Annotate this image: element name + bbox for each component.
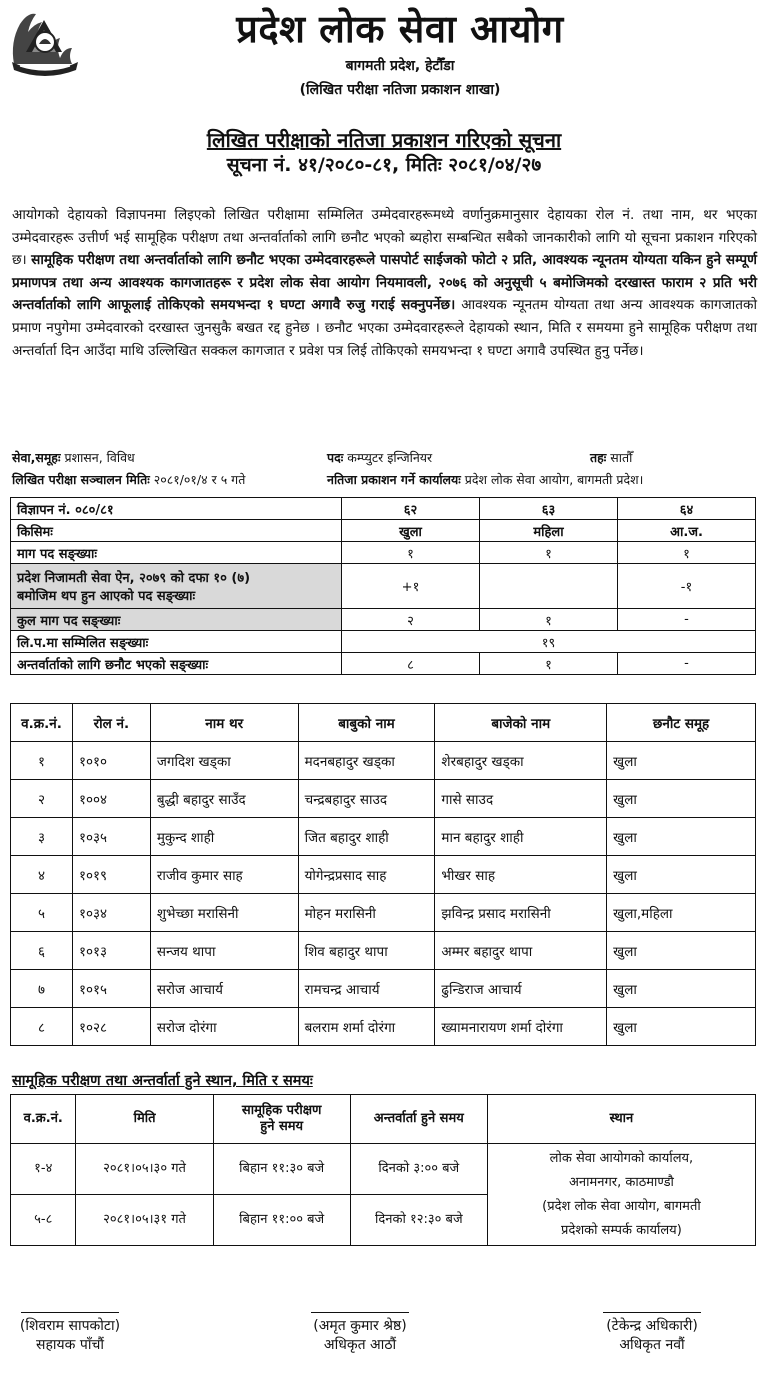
organization-title: प्रदेश लोक सेवा आयोग [236,7,564,51]
exam-date [12,471,245,488]
signature-block [280,1312,440,1355]
post [327,449,432,466]
table-cell: ६४ [618,498,756,520]
table-cell: -१ [618,564,756,609]
table-cell: १ [342,542,480,564]
name-cell: राजीव कुमार साह [150,856,298,894]
name-cell: सन्जय थापा [150,932,298,970]
service-group [12,449,135,466]
father-cell: योगेन्द्रप्रसाद साह [298,856,435,894]
table-row [11,970,756,1008]
grandfather-cell: मान बहादुर शाही [435,818,607,856]
table-row [11,742,756,780]
group-test-time-cell: बिहान ११:०० बजे [213,1195,350,1246]
table-row [11,856,756,894]
column-header: व.क्र.नं. [11,704,73,742]
group-cell: खुला [607,1008,756,1046]
father-cell: चन्द्रबहादुर साउद [298,780,435,818]
signature-line [603,1312,701,1313]
signatory-title: अधिकृत आठौं [323,1337,397,1353]
father-cell: बलराम शर्मा दोरंगा [298,1008,435,1046]
body-text-part1: आयोगको देहायको विज्ञापनमा लिइएको लिखित परीक्षामा सम्मिलित उम्मेदवारहरूमध्ये वर्णानुक्रमानुसार देहायका रोल नं. तथा नाम, थर भएका उम्मेदवारहरू उत्तीर्ण भई सामूहिक परीक्षण तथा अन्तर्वार्ताको लागि छनौट भएको ब्यहोरा सम्बन्धित सबैको जानकारीको लागि यो सूचना प्रकाशन गरिएको छ। [12,207,757,269]
table-cell: - [618,653,756,675]
grandfather-cell: शेरबहादुर खड्का [435,742,607,780]
table-row [11,520,756,542]
table-row [11,542,756,564]
notice-body [12,204,757,362]
nepal-emblem-icon [6,2,84,78]
column-header: अन्तर्वार्ता हुने समय [350,1095,487,1144]
signatory-title: सहायक पाँचौं [36,1337,104,1353]
interview-time-cell: दिनको १२:३० बजे [350,1195,487,1246]
father-cell: मोहन मरासिनी [298,894,435,932]
grandfather-cell: ढुन्डिराज आचार्य [435,970,607,1008]
roll-cell: १०१५ [72,970,150,1008]
table-row [11,1008,756,1046]
father-cell: जित बहादुर शाही [298,818,435,856]
table-row [11,780,756,818]
table-cell: १ [480,653,618,675]
serial-cell: १ [11,742,73,780]
roll-cell: १०३५ [72,818,150,856]
service-value: प्रशासन, विविध [60,450,135,465]
participants-label: लि.प.मा सम्मिलित सङ्ख्याः [11,631,342,653]
schedule-table [10,1094,756,1246]
table-row [11,609,756,631]
additional-posts-line2: बमोजिम थप हुन आएको पद सङ्ख्याः [17,589,196,604]
column-header: मिति [76,1095,213,1144]
serial-cell: ७ [11,970,73,1008]
table-header-row [11,704,756,742]
post-label: पदः [327,450,344,465]
signature-line [21,1312,119,1313]
column-header: छनौट समूह [607,704,756,742]
roll-cell: १०३४ [72,894,150,932]
total-demand-label: कुल माग पद सङ्ख्याः [11,609,342,631]
grandfather-cell: अम्मर बहादुर थापा [435,932,607,970]
grandfather-cell: भीखर साह [435,856,607,894]
signatory-name: (अमृत कुमार श्रेष्ठ) [313,1318,407,1334]
table-cell: महिला [480,520,618,542]
table-cell [480,564,618,609]
table-cell: १ [480,609,618,631]
serial-cell: ५ [11,894,73,932]
serial-cell: ५-८ [11,1195,76,1246]
column-header: नाम थर [150,704,298,742]
name-cell: शुभेच्छा मरासिनी [150,894,298,932]
table-cell: - [618,609,756,631]
interview-time-cell: दिनको ३:०० बजे [350,1144,487,1195]
venue-line: अनामनगर, काठमाण्डौ [568,1174,674,1190]
notice-title: लिखित परीक्षाको नतिजा प्रकाशन गरिएको सूचना [206,128,562,152]
name-cell: जगदिश खड्का [150,742,298,780]
exam-date-label: लिखित परीक्षा सञ्चालन मितिः [12,472,150,487]
serial-cell: ४ [11,856,73,894]
selected-count-label: अन्तर्वार्ताको लागि छनौट भएको सङ्ख्याः [11,653,342,675]
type-label: किसिमः [11,520,342,542]
result-office [327,471,643,488]
table-cell: +१ [342,564,480,609]
column-header: बाजेको नाम [435,704,607,742]
branch-subtitle: (लिखित परीक्षा नतिजा प्रकाशन शाखा) [299,82,501,98]
roll-cell: १००४ [72,780,150,818]
body-text-bold: सामूहिक परीक्षण तथा अन्तर्वार्ताको लागि छनौट भएका उम्मेदवारहरूले पासपोर्ट साईजको फोटो २ प्रति, आवश्यक न्यूनतम योग्यता यकिन हुने सम्पूर्ण प्रमाणपत्र तथा अन्य आवश्यक कागजातहरू र प्रदेश लोक सेवा आयोग नियमावली, २०७६ को अनुसूची ५ बमोजिमको दरखास्त फाराम २ प्रति भरी अन्तर्वार्ताको लागि आफूलाई तोकिएको समयभन्दा १ घण्टा अगावै रुजु गराई सक्नुपर्नेछ। [12,252,757,314]
column-header: रोल नं. [72,704,150,742]
table-row [11,498,756,520]
vacancy-table [10,497,756,675]
signatory-title: अधिकृत नवौं [619,1337,685,1353]
date-cell: २०८१।०५।३१ गते [76,1195,213,1246]
roll-cell: १०२८ [72,1008,150,1046]
roll-cell: १०१३ [72,932,150,970]
column-header [213,1095,350,1144]
post-value: कम्प्युटर इन्जिनियर [343,450,433,465]
group-cell: खुला [607,856,756,894]
group-cell: खुला [607,818,756,856]
table-header-row [11,1095,756,1144]
serial-cell: १-४ [11,1144,76,1195]
signature-block [572,1312,732,1355]
notice-reference: सूचना नं. ४१/२०८०-८१, मितिः २०८१/०४/२७ [226,154,542,176]
venue-line: (प्रदेश लोक सेवा आयोग, बागमती [542,1198,701,1214]
level-value: सातौँ [606,450,633,465]
serial-cell: ३ [11,818,73,856]
table-cell: खुला [342,520,480,542]
additional-posts-label [11,564,342,609]
body-text-part2: आवश्यक न्यूनतम योग्यता तथा अन्य आवश्यक कागजातको प्रमाण नपुगेमा उम्मेदवारको दरखास्त जुनसुकै बखत रद्द हुनेछ । छनौट भएका उम्मेदवारहरूले देहायको स्थान, मिति र समयमा हुने सामूहिक परीक्षण तथा अन्तर्वार्ता दिन आउँदा माथि उल्लिखित सक्कल कागजात र प्रवेश पत्र लिई तोकिएको समयभन्दा १ घण्टा अगावै उपस्थित हुनु पर्नेछ। [12,297,757,359]
table-row [11,1144,756,1195]
venue-line: प्रदेशको सम्पर्क कार्यालय) [561,1222,682,1238]
name-cell: सरोज दोरंगा [150,1008,298,1046]
venue-line: लोक सेवा आयोगको कार्यालय, [549,1150,694,1166]
grandfather-cell: ख्यामनारायण शर्मा दोरंगा [435,1008,607,1046]
table-row [11,564,756,609]
group-test-time-cell: बिहान ११:३० बजे [213,1144,350,1195]
column-header: व.क्र.नं. [11,1095,76,1144]
table-cell: ८ [342,653,480,675]
father-cell: रामचन्द्र आचार्य [298,970,435,1008]
table-row [11,818,756,856]
schedule-heading: सामूहिक परीक्षण तथा अन्तर्वार्ता हुने स्थान, मिति र समयः [12,1073,313,1089]
advertisement-label: विज्ञापन नं. ०८०/८१ [11,498,342,520]
table-cell: १९ [342,631,756,653]
table-cell: आ.ज. [618,520,756,542]
table-row [11,631,756,653]
column-header: स्थान [487,1095,755,1144]
table-cell: ६२ [342,498,480,520]
signature-block [0,1312,140,1355]
roll-cell: १०१९ [72,856,150,894]
name-cell: सरोज आचार्य [150,970,298,1008]
province-subtitle: बागमती प्रदेश, हेटौँडा [345,58,455,74]
additional-posts-line1: प्रदेश निजामती सेवा ऐन, २०७९ को दफा १० (७) [17,571,251,586]
group-cell: खुला [607,932,756,970]
table-row [11,653,756,675]
date-cell: २०८१।०५।३० गते [76,1144,213,1195]
group-cell: खुला [607,970,756,1008]
group-test-line1: सामूहिक परीक्षण [241,1103,322,1118]
father-cell: मदनबहादुर खड्का [298,742,435,780]
selected-candidates-table [10,703,756,1046]
table-cell: ६३ [480,498,618,520]
grandfather-cell: झविन्द्र प्रसाद मरासिनी [435,894,607,932]
level-label: तहः [590,450,607,465]
signatory-name: (शिवराम सापकोटा) [19,1318,121,1334]
office-value: प्रदेश लोक सेवा आयोग, बागमती प्रदेश। [460,472,644,487]
table-row [11,894,756,932]
father-cell: शिव बहादुर थापा [298,932,435,970]
signatory-name: (टेकेन्द्र अधिकारी) [606,1318,698,1334]
table-cell: २ [342,609,480,631]
group-cell: खुला [607,742,756,780]
roll-cell: १०१० [72,742,150,780]
group-test-line2: हुने समय [260,1119,304,1134]
group-cell: खुला [607,780,756,818]
office-label: नतिजा प्रकाशन गर्ने कार्यालयः [327,472,461,487]
table-row [11,932,756,970]
serial-cell: ८ [11,1008,73,1046]
serial-cell: २ [11,780,73,818]
exam-date-value: २०८१/०१/४ र ५ गते [149,472,246,487]
demand-posts-label: माग पद सङ्ख्याः [11,542,342,564]
service-label: सेवा,समूहः [12,450,61,465]
level [590,449,632,466]
name-cell: बुद्धी बहादुर साउँद [150,780,298,818]
table-cell: १ [618,542,756,564]
column-header: बाबुको नाम [298,704,435,742]
group-cell: खुला,महिला [607,894,756,932]
signature-line [311,1312,409,1313]
name-cell: मुकुन्द शाही [150,818,298,856]
venue-cell [487,1144,755,1246]
serial-cell: ६ [11,932,73,970]
table-cell: १ [480,542,618,564]
grandfather-cell: गासे साउद [435,780,607,818]
